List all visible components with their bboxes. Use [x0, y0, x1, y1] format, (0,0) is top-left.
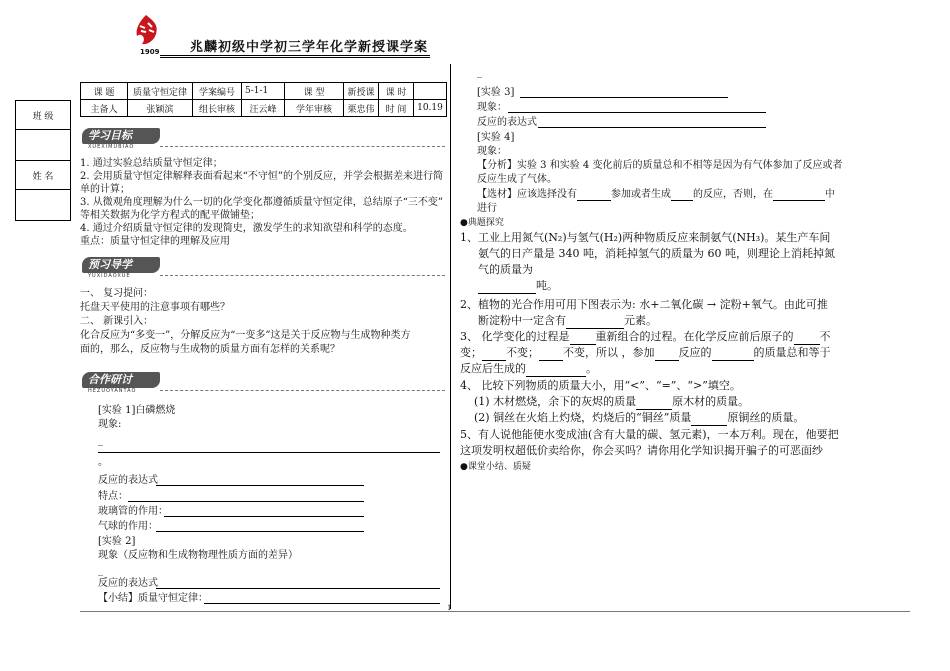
answer-line[interactable]	[156, 531, 364, 532]
select-text-d: 中	[825, 189, 835, 200]
logo-year: 1909	[140, 48, 160, 56]
key-point: 重点：质量守恒定律的理解及应用	[80, 236, 230, 247]
q1-unit: 吨。	[536, 279, 558, 292]
info-cell: 5-1-1	[242, 83, 285, 100]
q3-text: 不变，所以 ，参加	[563, 346, 655, 359]
q1-line: 1、工业上用氮气(N₂)与氢气(H₂)两种物质反应来制氨气(NH₃)。某生产车间	[460, 231, 831, 244]
blank[interactable]	[526, 366, 586, 377]
blank[interactable]	[712, 350, 754, 361]
info-cell: 10.19	[414, 100, 447, 117]
info-cell: 张颖滨	[128, 100, 193, 117]
q4-line: 4、 比较下列物质的质量大小，用“<”、“=”、“>”填空。	[460, 379, 741, 392]
q3-text: 不变；	[506, 346, 539, 359]
q3-line-1	[460, 329, 900, 345]
answer-line[interactable]	[520, 97, 728, 98]
section-goals-title: 学习目标	[82, 128, 160, 144]
q1-line: 氨气的日产量是 340 吨，消耗掉氢气的质量为 60 吨，则理论上消耗掉氮	[478, 247, 835, 260]
section-goals-sub: XUEXIMUBIAO	[88, 144, 135, 150]
goal-item: 3. 从微观角度理解为什么一切的化学变化都遵循质量守恒定律，总结原子“三不变”	[80, 197, 443, 208]
exp1-phenomenon-label: 现象:	[98, 419, 122, 430]
info-cell: 新授课	[344, 83, 379, 100]
exp1-expr-label: 反应的表达式	[98, 475, 158, 486]
goals-list	[80, 157, 445, 248]
section-rule	[160, 275, 445, 276]
exp1-title: [实验 1]白磷燃烧	[98, 405, 176, 416]
section-rule	[160, 146, 445, 147]
q2-text: 断淀粉中一定含有	[478, 314, 566, 327]
class-field[interactable]	[16, 130, 71, 161]
exp2-expr-label: 反应的表达式	[98, 578, 158, 589]
q3-text: 3、 化学变化的过程是	[460, 330, 570, 343]
goal-item: 4. 通过介绍质量守恒定律的发现简史，激发学生的求知欲望和科学的态度。	[80, 223, 413, 234]
info-cell	[414, 83, 447, 100]
question-1	[460, 230, 900, 294]
goal-item: 等相关数据为化学方程式的配平做铺垫；	[80, 210, 260, 221]
info-cell: 课 题	[81, 83, 128, 100]
answer-line[interactable]	[204, 603, 440, 604]
header-rule-2	[160, 57, 430, 58]
footer-rule	[80, 611, 910, 612]
q1-line: 气的质量为	[478, 263, 533, 276]
exp1-glass-label: 玻璃管的作用：	[98, 506, 168, 517]
q3-text: 的质量总和等于	[753, 346, 831, 359]
section-preview-sub: YUXIDAOXUE	[88, 273, 131, 279]
info-cell: 学年审核	[285, 100, 344, 117]
blank[interactable]	[671, 190, 693, 201]
question-3	[460, 329, 900, 377]
info-cell: 课 时	[379, 83, 414, 100]
exp2-phenomenon-label: 现象（反应物和生成物物理性质方面的差异）	[98, 550, 298, 561]
blank[interactable]	[482, 350, 506, 361]
blank[interactable]	[636, 399, 672, 410]
exp4-phenomenon-label: 现象：	[477, 146, 507, 157]
info-cell: 汪云峰	[242, 100, 285, 117]
info-cell: 主备人	[81, 100, 128, 117]
blank[interactable]	[566, 318, 624, 329]
blank[interactable]	[577, 190, 611, 201]
section-coop-sub: HEZUOYANTAO	[88, 388, 137, 394]
section-coop-title: 合作研讨	[82, 372, 160, 388]
blank[interactable]	[794, 334, 820, 345]
blank[interactable]	[655, 350, 679, 361]
preview-line: 二、 新课引入：	[80, 316, 154, 327]
section-coop-header	[82, 372, 160, 394]
info-cell: 栗忠伟	[344, 100, 379, 117]
select-line	[477, 188, 835, 201]
q3-text: 反应的	[678, 346, 712, 359]
typical-heading: ●典题探究	[460, 218, 504, 228]
answer-line[interactable]	[128, 501, 364, 502]
name-field[interactable]	[16, 190, 71, 221]
goal-item: 2. 会用质量守恒定律解释表面看起来“不守恒”的个别反应，并学会根据差来进行简	[80, 171, 443, 182]
q5-line: 5、有人说他能使水变成油(含有大量的碳、氢元素)，一本万利。现在，他要把	[460, 428, 839, 441]
q3-text: 变；	[460, 346, 482, 359]
right-dash: _	[477, 67, 482, 78]
select-text-a: 【选材】应该选择没有	[477, 189, 577, 200]
preview-line: 面的，那么，反应物与生成物的质量方面有怎样的关系呢？	[80, 344, 340, 355]
blank[interactable]	[773, 190, 825, 201]
q2-line: 2、植物的光合作用可用下图表示为: 水+二氧化碳 → 淀粉+氧气。由此可推	[460, 298, 828, 311]
exp1-dash: _	[98, 435, 103, 446]
answer-line[interactable]	[538, 127, 766, 128]
q2-text: 元素。	[624, 314, 657, 327]
preview-line: 托盘天平使用的注意事项有哪些？	[80, 302, 230, 313]
lesson-info-table	[80, 82, 447, 117]
info-cell: 质量守恒定律	[128, 83, 193, 100]
preview-line: 一、 复习提问：	[80, 288, 154, 299]
header-rule	[160, 55, 430, 56]
q4-text: (2) 铜丝在火焰上灼烧，灼烧后的“铜丝”质量	[474, 411, 692, 424]
info-cell: 时 间	[379, 100, 414, 117]
section-preview-title: 预习导学	[82, 257, 160, 273]
blank[interactable]	[570, 334, 596, 345]
column-divider	[450, 64, 451, 609]
class-label: 班 级	[16, 101, 71, 130]
select-text-e: 进行	[477, 203, 497, 214]
preview-line: 化合反应为“多变一”，分解反应为“一变多”这是关于反应物与生成物种类方	[80, 330, 411, 341]
section-rule	[160, 390, 445, 391]
question-4	[460, 378, 900, 426]
school-logo-icon	[132, 14, 162, 46]
q3-text: 反应后生成的	[460, 362, 526, 375]
q4-line-a	[460, 394, 900, 410]
answer-line[interactable]	[98, 452, 440, 453]
exp2-title: [实验 2]	[98, 536, 136, 547]
exp1-period: 。	[98, 457, 108, 468]
q3-line-2	[460, 345, 900, 361]
exp4-title: [实验 4]	[477, 132, 515, 143]
answer-line[interactable]	[508, 112, 766, 113]
name-label: 姓 名	[16, 161, 71, 190]
wrap-up-heading: ●课堂小结、质疑	[460, 462, 531, 472]
exp1-feature-label: 特点：	[98, 491, 128, 502]
q4-text: 原铜丝的质量。	[727, 411, 805, 424]
exp1-balloon-label: 气球的作用：	[98, 521, 158, 532]
answer-line[interactable]	[156, 485, 364, 486]
info-cell: 组长审核	[193, 100, 242, 117]
answer-line[interactable]	[156, 588, 440, 589]
section-goals-header	[82, 128, 160, 150]
q3-text: 不	[819, 330, 831, 343]
q3-text: 重新组合的过程。在化学反应前后原子的	[595, 330, 794, 343]
exp2-dash: _	[98, 565, 103, 576]
blank[interactable]	[539, 350, 563, 361]
summary-label: 【小结】质量守恒定律：	[98, 593, 208, 604]
page-number: 1	[447, 604, 452, 612]
answer-line[interactable]	[164, 516, 364, 517]
page-header-title: 兆麟初级中学初三学年化学新授课学案	[190, 40, 429, 55]
goal-item: 1. 通过实验总结质量守恒定律；	[80, 158, 223, 169]
info-cell: 学案编号	[193, 83, 242, 100]
info-cell: 课 型	[285, 83, 344, 100]
goal-item: 单的计算；	[80, 184, 130, 195]
student-info-table	[15, 100, 71, 221]
q3-line-3	[460, 361, 900, 377]
question-5	[460, 427, 910, 459]
section-preview-header	[82, 257, 160, 279]
select-text-b: 参加或者生成	[611, 189, 671, 200]
select-text-c: 的反应，否则，在	[693, 189, 773, 200]
preview-list	[80, 287, 445, 357]
question-2	[460, 297, 900, 329]
q4-line-b	[460, 410, 900, 426]
blank[interactable]	[478, 283, 536, 294]
q1-answer-line	[460, 278, 900, 294]
exp3-phenomenon-label: 现象：	[477, 102, 507, 113]
q3-text: 。	[586, 362, 597, 375]
analysis-line-2: 反应生成了气体。	[477, 174, 557, 185]
exp3-title: [实验 3]	[477, 87, 515, 98]
analysis-line-1: 【分析】实验 3 和实验 4 变化前后的质量总和不相等是因为有气体参加了反应或者	[477, 160, 843, 171]
q4-text: (1) 木材燃烧，余下的灰烬的质量	[474, 395, 637, 408]
exp3-expr-label: 反应的表达式	[477, 117, 537, 128]
q5-line: 这项发明权超低价卖给你，你会买吗？请你用化学知识揭开骗子的可恶面纱	[460, 444, 823, 457]
q2-line-2	[460, 313, 900, 329]
blank[interactable]	[691, 415, 727, 426]
q4-text: 原木材的质量。	[672, 395, 750, 408]
